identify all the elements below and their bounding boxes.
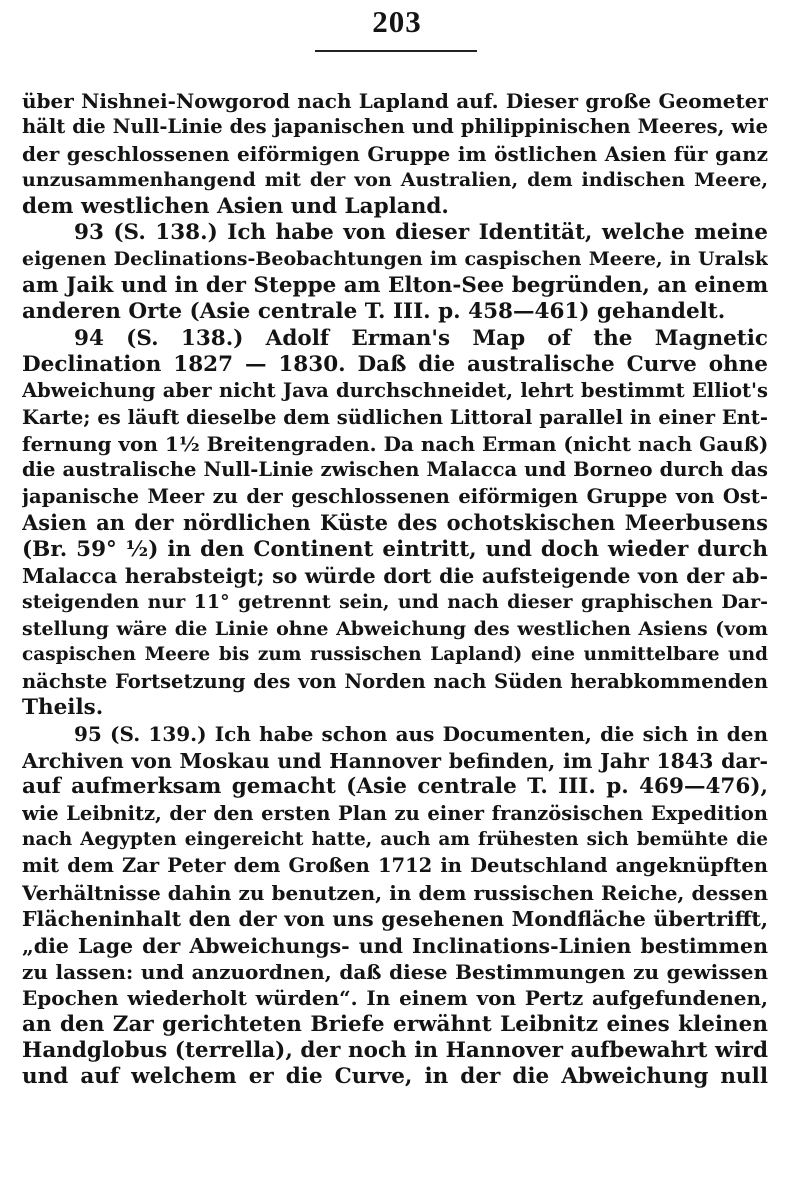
text-line: „die Lage der Abweichungs- und Inclinations-Linien bestimmen <box>22 933 768 958</box>
text-line: auf aufmerksam gemacht (Asie centrale T. III. p. 469—476), <box>22 774 768 800</box>
text-line: japanische Meer zu der geschlossenen eiförmigen Gruppe von Ost- <box>22 484 768 508</box>
body-text <box>22 88 768 1091</box>
text-line: Declination 1827 — 1830. Daß die australische Curve ohne <box>22 351 768 377</box>
text-line: hält die Null-Linie des japanischen und philippinischen Meeres, wie <box>22 115 768 139</box>
text-line: Verhältnisse dahin zu benutzen, in dem russischen Reiche, dessen <box>22 880 768 905</box>
text-line: steigenden nur 11° getrennt sein, und nach dieser graphischen Dar- <box>22 591 768 614</box>
text-line: über Nishnei-Nowgorod nach Lapland auf. Dieser große Geometer <box>22 89 768 113</box>
text-line: mit dem Zar Peter dem Großen 1712 in Deutschland angeknüpften <box>22 854 768 878</box>
text-line: Flächeninhalt den der von uns gesehenen Mondfläche übertrifft, <box>22 907 768 932</box>
text-line: Abweichung aber nicht Java durchschneidet, lehrt bestimmt Elliot's <box>22 379 768 403</box>
page-number: 203 <box>372 4 422 39</box>
text-line: dem westlichen Asien und Lapland. <box>22 193 449 219</box>
text-line: der geschlossenen eiförmigen Gruppe im östlichen Asien für ganz <box>22 141 768 166</box>
text-line: wie Leibnitz, der den ersten Plan zu einer französischen Expedition <box>22 801 768 825</box>
text-line: an den Zar gerichteten Briefe erwähnt Leibnitz eines kleinen <box>22 1011 768 1037</box>
text-line: anderen Orte (Asie centrale T. III. p. 458—461) gehandelt. <box>22 299 726 325</box>
footnote-93-start: 93 (S. 138.) Ich habe von dieser Identität, welche meine <box>74 219 768 245</box>
text-line: Theils. <box>22 694 104 720</box>
text-line: Karte; es läuft dieselbe dem südlichen Littoral parallel in einer Ent- <box>22 405 768 429</box>
text-line: am Jaik und in der Steppe am Elton-See begründen, an einem <box>22 272 768 298</box>
text-line: nächste Fortsetzung des von Norden nach Süden herabkommenden <box>22 669 768 693</box>
footnote-94-start: 94 (S. 138.) Adolf Erman's Map of the Magnetic <box>74 325 768 351</box>
footnote-95-start: 95 (S. 139.) Ich habe schon aus Documenten, die sich in den <box>74 722 768 747</box>
text-line: stellung wäre die Linie ohne Abweichung des westlichen Asiens (vom <box>22 617 768 640</box>
text-line: eigenen Declinations-Beobachtungen im caspischen Meere, in Uralsk <box>22 248 768 271</box>
header-rule <box>315 50 477 52</box>
text-line: zu lassen: und anzuordnen, daß diese Bestimmungen zu gewissen <box>22 959 768 984</box>
text-line: unzusammenhangend mit der von Australien, dem indischen Meere, <box>22 169 768 192</box>
text-line: Handglobus (terrella), der noch in Hannover aufbewahrt wird <box>22 1038 768 1064</box>
text-line: fernung von 1½ Breitengraden. Da nach Erman (nicht nach Gauß) <box>22 432 768 457</box>
text-line: Epochen wiederholt würden“. In einem von Pertz aufgefundenen, <box>22 986 768 1011</box>
text-line: und auf welchem er die Curve, in der die Abweichung null <box>22 1064 768 1090</box>
text-line: Asien an der nördlichen Küste des ochotskischen Meerbusens <box>22 510 768 536</box>
text-line: Archiven von Moskau und Hannover befinden, im Jahr 1843 dar- <box>22 748 768 773</box>
text-line: Malacca herabsteigt; so würde dort die aufsteigende von der ab- <box>22 564 768 589</box>
text-line: caspischen Meere bis zum russischen Lapland) eine unmittelbare und <box>22 644 768 666</box>
text-line: (Br. 59° ½) in den Continent eintritt, und doch wieder durch <box>22 536 768 562</box>
text-line: nach Aegypten eingereicht hatte, auch am frühesten sich bemühte die <box>22 828 768 850</box>
text-line: die australische Null-Linie zwischen Malacca und Borneo durch das <box>22 458 768 482</box>
